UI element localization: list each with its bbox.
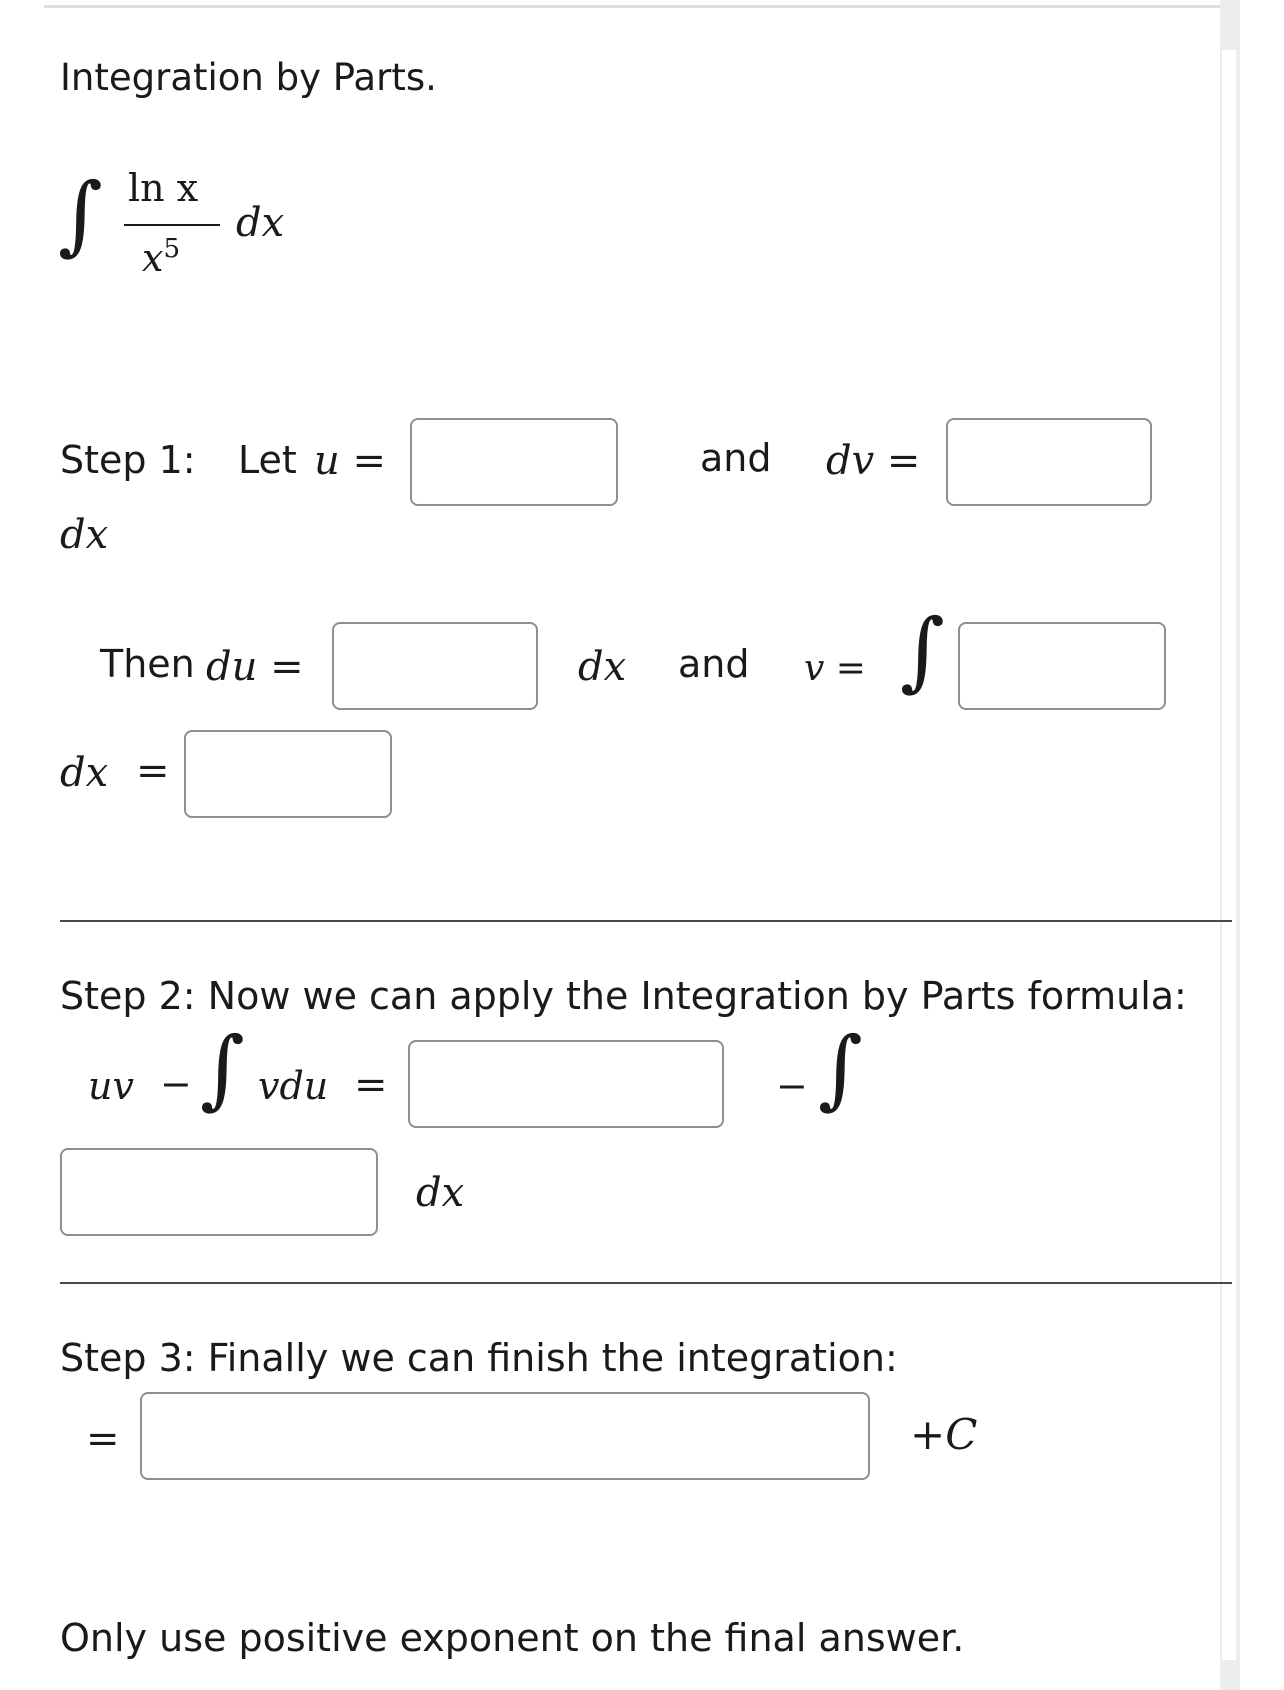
step3-label: Step 3: Finally we can finish the integration: <box>60 1336 898 1380</box>
formula-integral-sign-2: ∫ <box>818 1019 863 1119</box>
u-equals: u = <box>314 438 386 484</box>
vdu-integrand-input[interactable] <box>60 1148 378 1236</box>
formula-vdu: vdu <box>258 1064 329 1108</box>
v-integral-sign: ∫ <box>900 601 945 701</box>
step2-label: Step 2: Now we can apply the Integration by Parts formula: <box>60 974 1187 1018</box>
du-equals: du = <box>206 644 304 690</box>
u-input[interactable] <box>410 418 618 506</box>
denominator-base: x <box>142 236 164 280</box>
scrollbar-thumb[interactable] <box>1222 50 1236 1660</box>
fraction-bar <box>124 224 220 226</box>
formula-minus: − <box>160 1062 192 1106</box>
fraction-numerator <box>128 166 198 210</box>
numerator-text: ln x <box>128 166 199 210</box>
step1-label: Step 1: <box>60 438 196 482</box>
v-integrand-input[interactable] <box>958 622 1166 710</box>
page-title: Integration by Parts. <box>60 56 437 99</box>
divider-1 <box>60 920 1232 922</box>
v-result-input[interactable] <box>184 730 392 818</box>
step1-and: and <box>700 436 772 480</box>
v-result-equals: = <box>136 748 170 794</box>
formula-uv: uv <box>88 1064 134 1108</box>
formula-dx: dx <box>416 1170 465 1216</box>
step1-let: Let <box>238 438 297 482</box>
formula-integral-sign: ∫ <box>200 1019 245 1119</box>
final-equals: = <box>86 1416 120 1462</box>
step1-and-2: and <box>678 642 750 686</box>
uv-input[interactable] <box>408 1040 724 1128</box>
step1-then: Then <box>100 642 195 686</box>
instruction-note: Only use positive exponent on the final answer. <box>60 1616 965 1660</box>
dv-input[interactable] <box>946 418 1152 506</box>
formula-minus-2: − <box>776 1064 808 1108</box>
du-input[interactable] <box>332 622 538 710</box>
top-divider <box>44 5 1224 8</box>
formula-equals: = <box>354 1062 388 1108</box>
fraction-denominator <box>142 234 180 280</box>
dv-equals: dv = <box>826 438 921 484</box>
final-answer-input[interactable] <box>140 1392 870 1480</box>
integral-sign: ∫ <box>58 165 103 265</box>
du-dx: dx <box>578 644 627 690</box>
problem-differential: dx <box>236 200 285 246</box>
divider-2 <box>60 1282 1232 1284</box>
denominator-exponent: 5 <box>163 234 180 264</box>
v-equals: v = <box>804 648 866 689</box>
dv-dx: dx <box>60 512 109 558</box>
v-dx: dx <box>60 750 109 796</box>
plus-c: +C <box>910 1410 978 1459</box>
